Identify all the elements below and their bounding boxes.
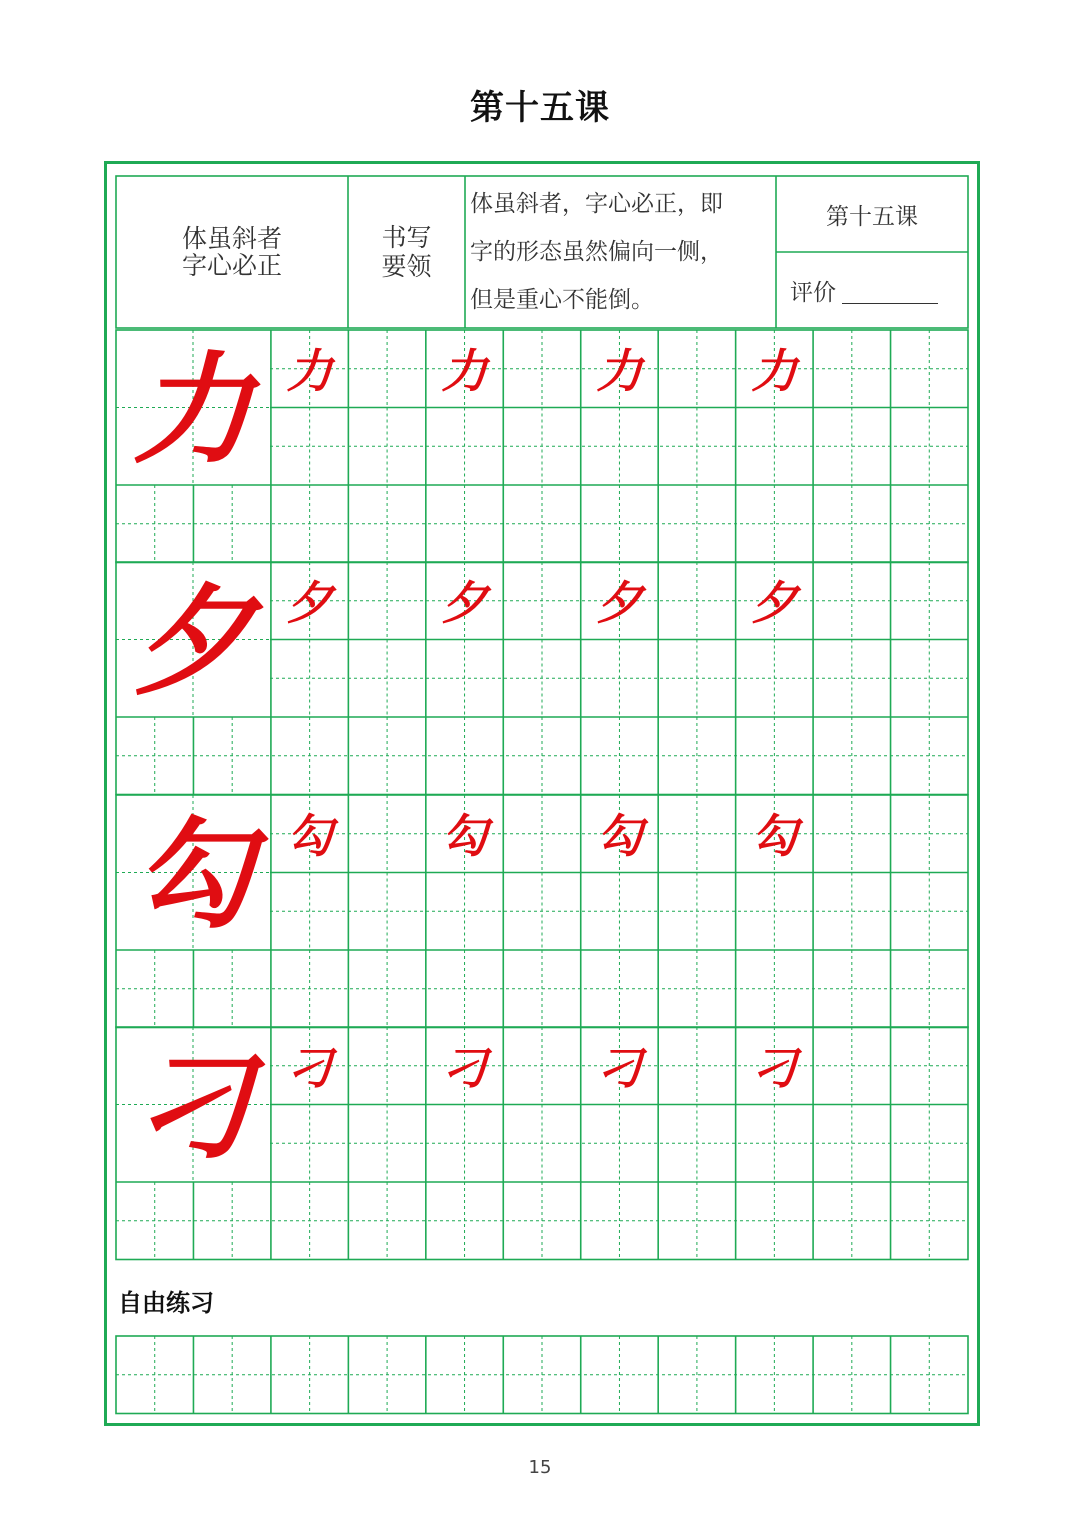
trace-character: 力: [441, 343, 488, 398]
model-character: 力: [133, 339, 253, 481]
writing-tips-line-1: 书写: [381, 223, 432, 252]
model-character: 刁: [133, 1036, 253, 1178]
trace-character: 力: [596, 343, 643, 398]
free-practice-label: 自由练习: [118, 1289, 214, 1317]
trace-character: 夕: [751, 575, 798, 630]
trace-character: 勾: [286, 808, 333, 863]
trace-character: 力: [286, 343, 333, 398]
trace-character: 勾: [441, 808, 488, 863]
writing-tips-label: [348, 176, 465, 328]
model-character: 夕: [133, 571, 253, 713]
evaluation-label: 评价: [790, 279, 836, 306]
writing-tips-line-2: 要领: [381, 252, 432, 281]
model-character: 勾: [133, 804, 253, 946]
evaluation-field: [790, 266, 970, 314]
trace-character: 夕: [441, 575, 488, 630]
motto-line-1: 体虽斜者: [181, 224, 282, 253]
trace-character: 夕: [286, 575, 333, 630]
trace-character: 勾: [751, 808, 798, 863]
trace-character: 夕: [596, 575, 643, 630]
trace-character: 刁: [441, 1040, 488, 1095]
motto: [116, 176, 348, 328]
lesson-label: 第十五课: [826, 203, 918, 230]
writing-tips-description: [470, 180, 770, 330]
description-line-3: 但是重心不能倒。: [470, 287, 654, 313]
trace-character: 刁: [596, 1040, 643, 1095]
evaluation-blank[interactable]: [842, 283, 938, 304]
motto-line-2: 字心必正: [181, 251, 282, 280]
trace-character: 力: [751, 343, 798, 398]
description-line-2: 字的形态虽然偏向一侧，: [470, 239, 723, 265]
trace-character: 勾: [596, 808, 643, 863]
trace-character: 刁: [751, 1040, 798, 1095]
description-line-1: 体虽斜者，字心必正，即: [470, 191, 723, 217]
page-title: 第十五课: [470, 88, 610, 128]
trace-character: 刁: [286, 1040, 333, 1095]
page-number: 15: [528, 1457, 552, 1478]
